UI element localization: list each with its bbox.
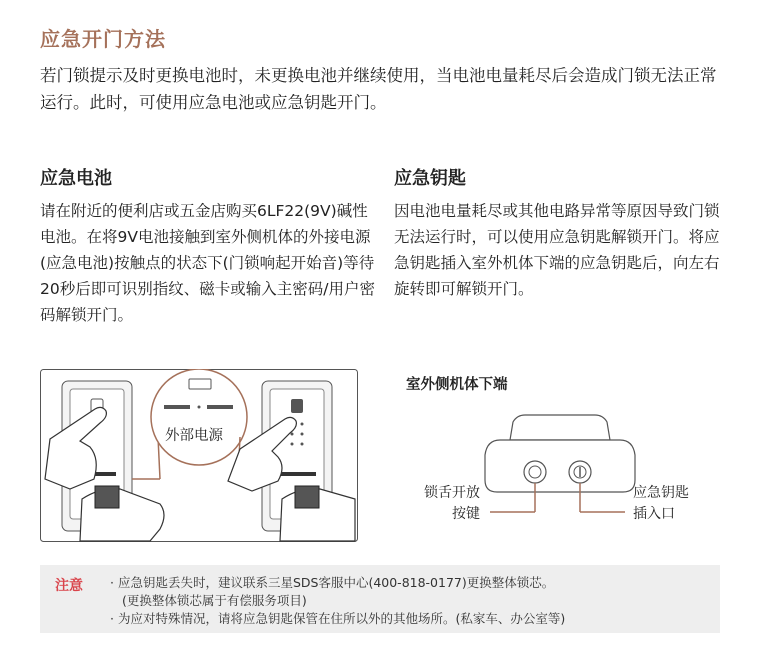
note-line-2: (更换整体锁芯属于有偿服务项目) [122,593,307,608]
key-slot-label [633,483,689,525]
keyslot-label-line1: 应急钥匙 [633,485,689,501]
battery-icon [95,486,119,508]
battery-illustration [40,369,358,542]
note-line-3: · 为应对特殊情况，请将应急钥匙保管在住所以外的其他场所。(私家车、办公室等) [110,611,566,626]
keyslot-label-line2: 插入口 [633,506,675,522]
latch-label-line1: 锁舌开放 [424,485,480,501]
key-heading: 应急钥匙 [394,168,466,189]
latch-label-line2: 按键 [452,506,480,522]
bottom-unit-label: 室外侧机体下端 [406,377,508,393]
latch-button-label [410,483,480,525]
key-paragraph: 因电池电量耗尽或其他电路异常等原因导致门锁无法运行时，可以使用应急钥匙解锁开门。将应急钥匙插入室外机体下端的应急钥匙后，向左右旋转即可解锁开门。 [394,202,720,298]
intro-paragraph: 若门锁提示及时更换电池时，未更换电池并继续使用，当电池电量耗尽后会造成门锁无法正常运行。此时，可使用应急电池或应急钥匙开门。 [40,66,717,112]
note-line-1: · 应急钥匙丢失时，建议联系三星SDS客服中心(400-818-0177)更换整体锁芯。 [110,575,555,590]
battery-paragraph: 请在附近的便利店或五金店购买6LF22(9V)碱性电池。在将9V电池接触到室外侧机体的外接电源(应急电池)按触点的状态下(门锁响起开始音)等待20秒后即可识别指纹、磁卡或输入主密码/用户密码解锁开门。 [40,202,375,324]
page-title: 应急开门方法 [40,27,166,51]
notes-label: 注意 [55,578,83,594]
battery-heading: 应急电池 [40,168,112,189]
external-power-label: 外部电源 [165,428,223,444]
